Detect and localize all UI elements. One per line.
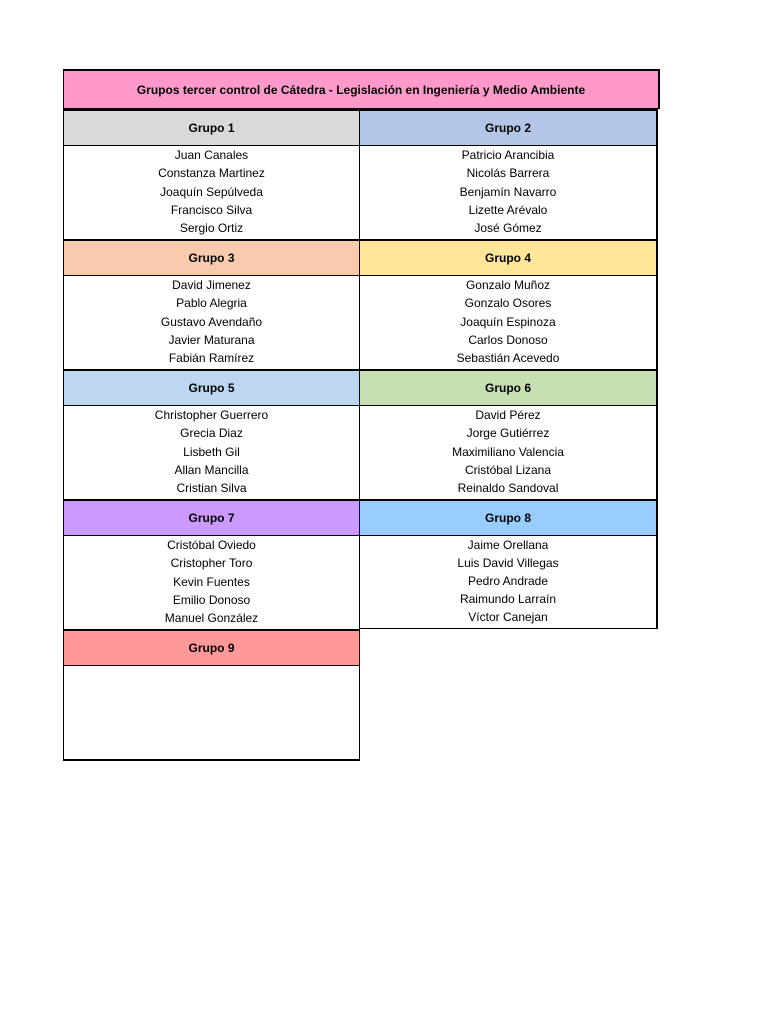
group-member: Sebastián Acevedo [456, 351, 560, 365]
group-member: José Gómez [474, 221, 542, 235]
group-row [63, 109, 659, 239]
group-members-list [360, 146, 656, 239]
group-cell [63, 369, 360, 499]
group-header: Grupo 2 [360, 109, 656, 146]
group-member: Cristopher Toro [170, 556, 253, 571]
group-member: Gonzalo Osores [464, 296, 552, 311]
group-cell [360, 239, 658, 369]
group-member: Pablo Alegria [176, 296, 247, 311]
group-member: Fabián Ramírez [168, 351, 255, 365]
groups-table [63, 109, 659, 761]
group-member: Gustavo Avendaño [160, 314, 263, 329]
group-member: Allan Mancilla [174, 462, 249, 477]
group-member: Pedro Andrade [467, 574, 549, 588]
group-member: Cristóbal Oviedo [167, 538, 256, 552]
group-member: Luis David Villegas [457, 556, 559, 570]
group-member: Joaquín Espinoza [460, 314, 556, 329]
group-member: Javier Maturana [168, 332, 255, 347]
group-member: Reinaldo Sandoval [457, 481, 559, 495]
group-row [63, 629, 659, 761]
group-row [63, 239, 659, 369]
group-members-list [360, 276, 656, 369]
group-member: Benjamín Navarro [459, 184, 557, 199]
group-member: Cristóbal Lizana [464, 462, 552, 477]
group-member: Víctor Canejan [468, 610, 548, 624]
group-header: Grupo 8 [360, 499, 656, 536]
group-member: David Jimenez [172, 278, 251, 292]
group-header: Grupo 9 [64, 629, 359, 666]
group-member: Lizette Arévalo [468, 202, 548, 217]
group-cell [360, 369, 658, 499]
group-member: Nicolás Barrera [466, 166, 550, 181]
group-member: Lisbeth Gil [183, 444, 240, 459]
group-members-list [64, 406, 359, 499]
group-member: Carlos Donoso [468, 332, 548, 347]
group-member: Juan Canales [174, 148, 249, 162]
group-member: Francisco Silva [170, 202, 253, 217]
group-member: Patricio Arancibia [461, 148, 555, 162]
group-member: Gonzalo Muñoz [465, 278, 551, 292]
group-members-list [64, 276, 359, 369]
group-cell [63, 239, 360, 369]
groups-sheet [63, 69, 659, 761]
group-member: Jaime Orellana [467, 538, 549, 552]
group-members-list [360, 406, 656, 499]
group-row [63, 369, 659, 499]
group-members-list [64, 536, 359, 629]
group-row [63, 499, 659, 629]
group-header: Grupo 1 [64, 109, 359, 146]
group-member: Joaquín Sepúlveda [160, 184, 263, 199]
group-member: Christopher Guerrero [154, 408, 269, 422]
group-member: Maximiliano Valencia [452, 444, 564, 459]
group-member: Manuel González [164, 611, 259, 625]
group-member: Emilio Donoso [172, 592, 251, 607]
group-member: David Pérez [475, 408, 541, 422]
group-cell [63, 109, 360, 239]
sheet-title: Grupos tercer control de Cátedra - Legislación en Ingeniería y Medio Ambiente [63, 69, 660, 109]
group-header: Grupo 5 [64, 369, 359, 406]
group-members-list [64, 146, 359, 239]
group-members-list [64, 666, 359, 761]
group-member: Cristian Silva [176, 481, 247, 495]
group-cell [360, 499, 658, 629]
group-header: Grupo 3 [64, 239, 359, 276]
group-member: Jorge Gutiérrez [466, 426, 550, 441]
group-header: Grupo 6 [360, 369, 656, 406]
group-member: Kevin Fuentes [173, 574, 250, 589]
group-cell [360, 109, 658, 239]
group-member: Sergio Ortiz [179, 221, 244, 235]
group-header: Grupo 7 [64, 499, 359, 536]
group-header: Grupo 4 [360, 239, 656, 276]
group-cell [63, 629, 360, 761]
group-member: Grecia Diaz [180, 426, 243, 441]
group-member: Raimundo Larraín [459, 592, 557, 606]
group-cell [63, 499, 360, 629]
group-members-list [360, 536, 656, 629]
group-member: Constanza Martinez [158, 166, 265, 181]
